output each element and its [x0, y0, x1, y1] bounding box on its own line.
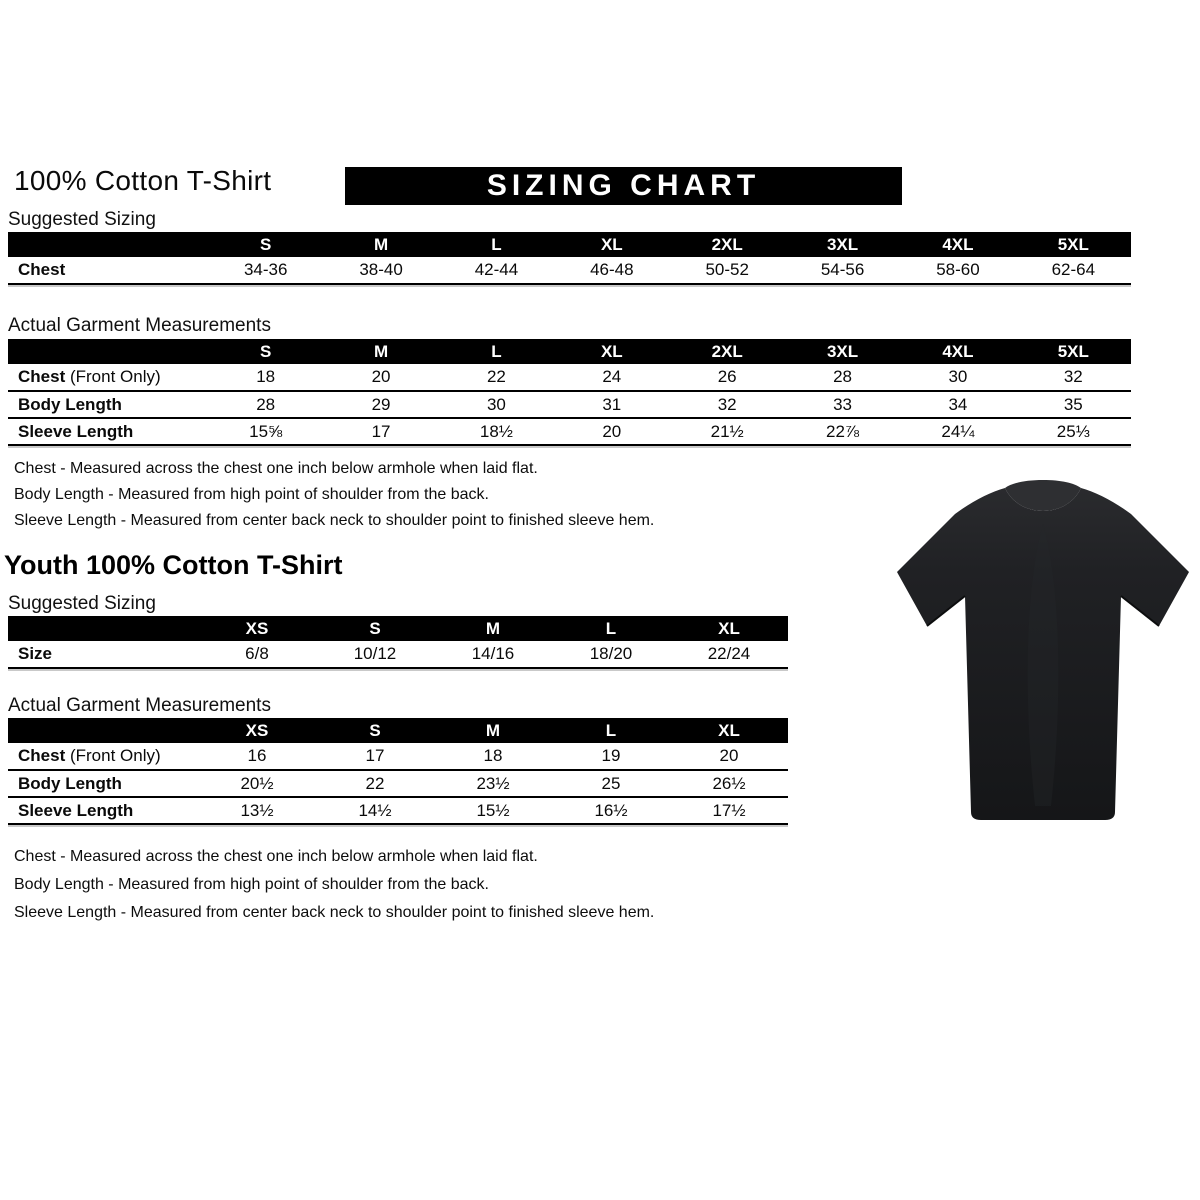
size-value-cell: 34	[900, 391, 1015, 418]
size-value-cell: 18	[208, 364, 323, 391]
table-row	[8, 418, 1131, 445]
size-value-cell: 14/16	[434, 641, 552, 668]
size-column-header: XL	[554, 232, 669, 257]
size-column-header: S	[316, 616, 434, 641]
size-column-header: L	[439, 232, 554, 257]
youth-actual-measurements-table	[8, 718, 788, 825]
size-value-cell: 16½	[552, 797, 670, 824]
youth-measurement-notes	[14, 843, 654, 927]
size-value-cell: 24	[554, 364, 669, 391]
adult-suggested-sizing-table	[8, 232, 1131, 285]
adult-actual-measurements-table	[8, 339, 1131, 446]
size-value-cell: 20½	[198, 770, 316, 797]
row-label: Body Length	[8, 391, 208, 418]
size-value-cell: 35	[1016, 391, 1131, 418]
note-sleeve-length: Sleeve Length - Measured from center back neck to shoulder point to finished sleeve hem.	[14, 512, 655, 529]
size-value-cell: 54-56	[785, 257, 900, 284]
size-column-header: M	[434, 616, 552, 641]
size-column-header: XS	[198, 616, 316, 641]
size-value-cell: 22	[316, 770, 434, 797]
size-value-cell: 21½	[670, 418, 785, 445]
size-value-cell: 20	[670, 743, 788, 770]
size-value-cell: 16	[198, 743, 316, 770]
size-column-header: M	[323, 339, 438, 364]
adult-suggested-sizing-label: Suggested Sizing	[8, 209, 156, 230]
page-title-youth: Youth 100% Cotton T-Shirt	[4, 550, 343, 580]
size-value-cell: 31	[554, 391, 669, 418]
size-value-cell: 24¼	[900, 418, 1015, 445]
size-column-header: L	[552, 718, 670, 743]
row-label: Size	[8, 641, 198, 668]
table-row	[8, 797, 788, 824]
size-value-cell: 28	[208, 391, 323, 418]
size-column-header: M	[434, 718, 552, 743]
size-value-cell: 22	[439, 364, 554, 391]
size-value-cell: 26	[670, 364, 785, 391]
table-header-row	[8, 616, 788, 641]
note-body-length: Body Length - Measured from high point of shoulder from the back.	[14, 486, 489, 503]
size-value-cell: 23½	[434, 770, 552, 797]
size-value-cell: 20	[554, 418, 669, 445]
size-value-cell: 18/20	[552, 641, 670, 668]
size-value-cell: 14½	[316, 797, 434, 824]
size-value-cell: 62-64	[1016, 257, 1131, 284]
size-column-header: XL	[670, 718, 788, 743]
size-column-header: 4XL	[900, 339, 1015, 364]
row-label: Chest (Front Only)	[8, 743, 198, 770]
size-column-header: XL	[670, 616, 788, 641]
size-column-header: 2XL	[670, 339, 785, 364]
table-header-row	[8, 718, 788, 743]
table-header-row	[8, 232, 1131, 257]
table-row	[8, 641, 788, 668]
size-value-cell: 10/12	[316, 641, 434, 668]
size-column-header: S	[208, 232, 323, 257]
youth-suggested-sizing-table	[8, 616, 788, 669]
size-column-header: M	[323, 232, 438, 257]
corner-cell	[8, 718, 198, 743]
size-value-cell: 26½	[670, 770, 788, 797]
size-value-cell: 46-48	[554, 257, 669, 284]
size-column-header: 5XL	[1016, 232, 1131, 257]
size-value-cell: 15⅝	[208, 418, 323, 445]
table-row	[8, 364, 1131, 391]
youth-suggested-sizing-label: Suggested Sizing	[8, 593, 156, 614]
size-value-cell: 30	[439, 391, 554, 418]
size-column-header: S	[208, 339, 323, 364]
size-value-cell: 13½	[198, 797, 316, 824]
size-value-cell: 29	[323, 391, 438, 418]
size-value-cell: 15½	[434, 797, 552, 824]
size-column-header: 5XL	[1016, 339, 1131, 364]
size-value-cell: 32	[670, 391, 785, 418]
size-value-cell: 6/8	[198, 641, 316, 668]
size-value-cell: 20	[323, 364, 438, 391]
corner-cell	[8, 232, 208, 257]
table-row	[8, 743, 788, 770]
note-chest: Chest - Measured across the chest one inch below armhole when laid flat.	[14, 848, 538, 865]
size-column-header: 2XL	[670, 232, 785, 257]
size-value-cell: 17	[323, 418, 438, 445]
size-column-header: S	[316, 718, 434, 743]
size-value-cell: 18	[434, 743, 552, 770]
table-row	[8, 391, 1131, 418]
table-row	[8, 257, 1131, 284]
sizing-chart-banner: SIZING CHART	[345, 167, 902, 205]
size-value-cell: 30	[900, 364, 1015, 391]
size-value-cell: 19	[552, 743, 670, 770]
note-chest: Chest - Measured across the chest one inch below armhole when laid flat.	[14, 460, 538, 477]
row-label: Chest (Front Only)	[8, 364, 208, 391]
size-value-cell: 50-52	[670, 257, 785, 284]
size-column-header: L	[439, 339, 554, 364]
corner-cell	[8, 339, 208, 364]
row-label: Sleeve Length	[8, 797, 198, 824]
size-value-cell: 17	[316, 743, 434, 770]
size-column-header: L	[552, 616, 670, 641]
page-title-adult: 100% Cotton T-Shirt	[14, 165, 272, 196]
tshirt-silhouette-icon	[893, 476, 1193, 838]
size-value-cell: 28	[785, 364, 900, 391]
size-value-cell: 25⅓	[1016, 418, 1131, 445]
size-column-header: 3XL	[785, 232, 900, 257]
size-value-cell: 25	[552, 770, 670, 797]
table-header-row	[8, 339, 1131, 364]
corner-cell	[8, 616, 198, 641]
adult-measurement-notes	[14, 456, 654, 534]
size-value-cell: 38-40	[323, 257, 438, 284]
size-value-cell: 32	[1016, 364, 1131, 391]
black-tshirt-image	[893, 476, 1193, 838]
note-sleeve-length: Sleeve Length - Measured from center back neck to shoulder point to finished sleeve hem.	[14, 904, 655, 921]
size-value-cell: 33	[785, 391, 900, 418]
size-value-cell: 22⅞	[785, 418, 900, 445]
size-column-header: 4XL	[900, 232, 1015, 257]
size-value-cell: 22/24	[670, 641, 788, 668]
row-label: Sleeve Length	[8, 418, 208, 445]
table-row	[8, 770, 788, 797]
youth-actual-measurements-label: Actual Garment Measurements	[8, 695, 271, 716]
size-value-cell: 58-60	[900, 257, 1015, 284]
row-label: Body Length	[8, 770, 198, 797]
adult-actual-measurements-label: Actual Garment Measurements	[8, 315, 271, 336]
size-column-header: XS	[198, 718, 316, 743]
size-value-cell: 42-44	[439, 257, 554, 284]
size-value-cell: 17½	[670, 797, 788, 824]
size-value-cell: 18½	[439, 418, 554, 445]
size-column-header: XL	[554, 339, 669, 364]
size-column-header: 3XL	[785, 339, 900, 364]
note-body-length: Body Length - Measured from high point of shoulder from the back.	[14, 876, 489, 893]
row-label: Chest	[8, 257, 208, 284]
size-value-cell: 34-36	[208, 257, 323, 284]
